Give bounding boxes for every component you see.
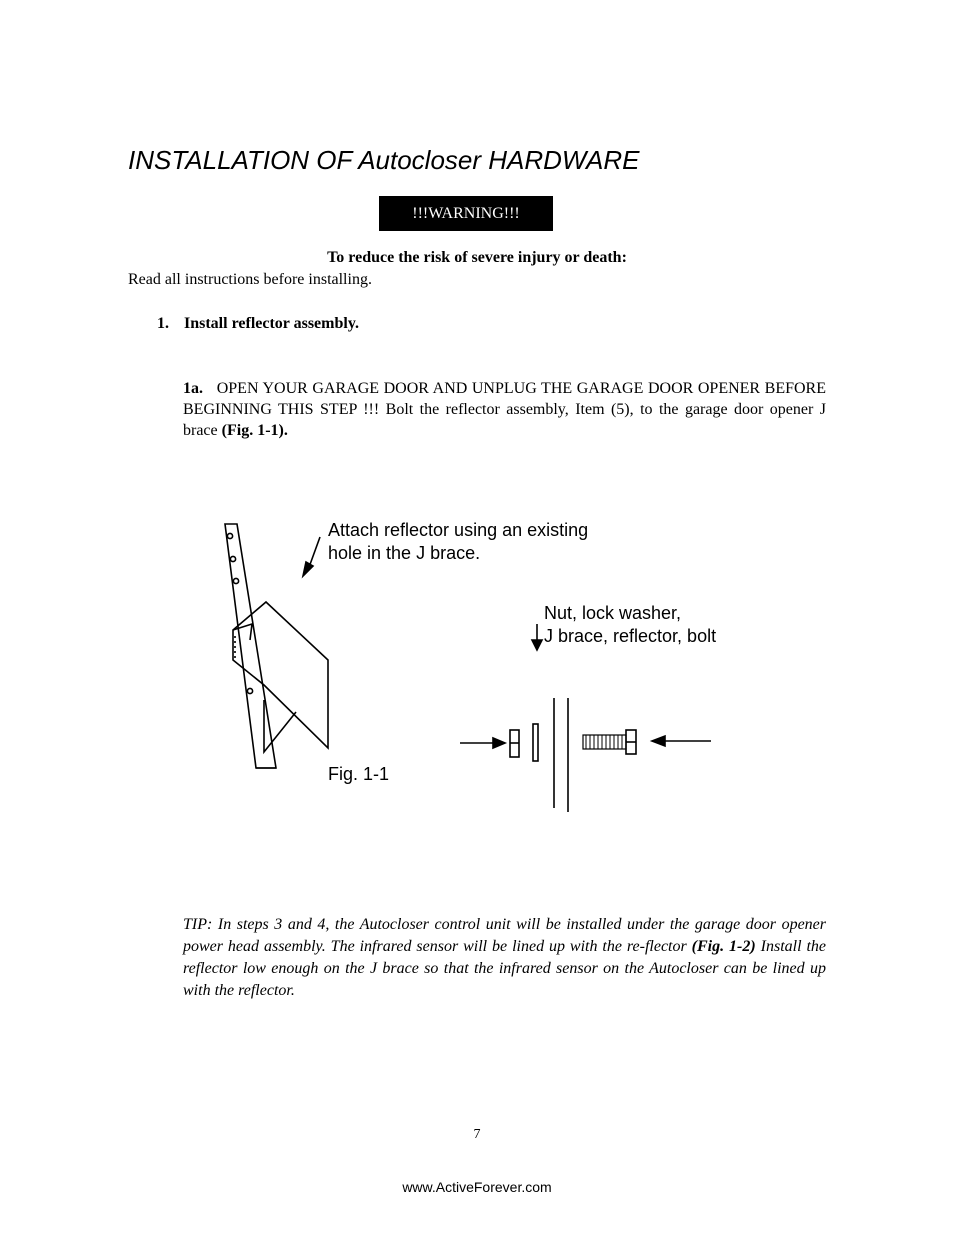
warning-banner: !!!WARNING!!! <box>379 196 553 231</box>
brace-hole-3 <box>233 578 238 583</box>
attach-label <box>328 519 588 565</box>
tip-text-2: Install the reflector low enough on the J brace so that the infrared sensor on the Autocloser can be lined up with the reflector. <box>183 938 827 999</box>
bolt-shaft <box>583 735 626 749</box>
footer-url: www.ActiveForever.com <box>402 1179 552 1195</box>
attach-label-line-2: hole in the J brace. <box>328 543 481 563</box>
page-title: INSTALLATION OF Autocloser HARDWARE <box>128 145 640 175</box>
tip-figure-ref: (Fig. 1-2) <box>691 938 756 955</box>
tip-text-1: TIP: In steps 3 and 4, the Autocloser control unit will be installed under the garage door opener power head assembly. The infrared sensor will be lined up with the re-flector <box>183 916 826 955</box>
read-instructions-note: Read all instructions before installing. <box>128 271 372 288</box>
attach-label-line-1: Attach reflector using an existing <box>328 520 589 540</box>
figure-caption: Fig. 1-1 <box>328 764 390 784</box>
step-1-label: Install reflector assembly. <box>184 315 359 332</box>
tip-paragraph <box>183 914 826 1002</box>
step-1a-text: OPEN YOUR GARAGE DOOR AND UNPLUG THE GARAGE DOOR OPENER BEFORE BEGINNING THIS STEP !!! Bolt the reflector assembly, Item (5), to the garage door opener J brace <box>183 380 827 439</box>
brace-hole-2 <box>230 556 235 561</box>
step-1-number: 1. <box>157 315 169 332</box>
right-arrow-head <box>652 736 665 746</box>
page-number: 7 <box>473 1127 481 1142</box>
brace-hole-4 <box>247 688 252 693</box>
parts-label-line-2: J brace, reflector, bolt <box>544 626 717 646</box>
parts-label <box>544 602 716 648</box>
step-1a-label: 1a. <box>183 380 203 397</box>
reflector-plate <box>233 602 328 748</box>
reflector-bracket <box>233 624 252 640</box>
lock-washer <box>533 724 538 761</box>
risk-heading: To reduce the risk of severe injury or death: <box>327 249 627 266</box>
brace-hole-1 <box>227 533 232 538</box>
parts-label-line-1: Nut, lock washer, <box>544 603 682 623</box>
step-1a-figure-ref: (Fig. 1-1). <box>221 422 288 439</box>
left-arrow-head <box>493 738 505 748</box>
